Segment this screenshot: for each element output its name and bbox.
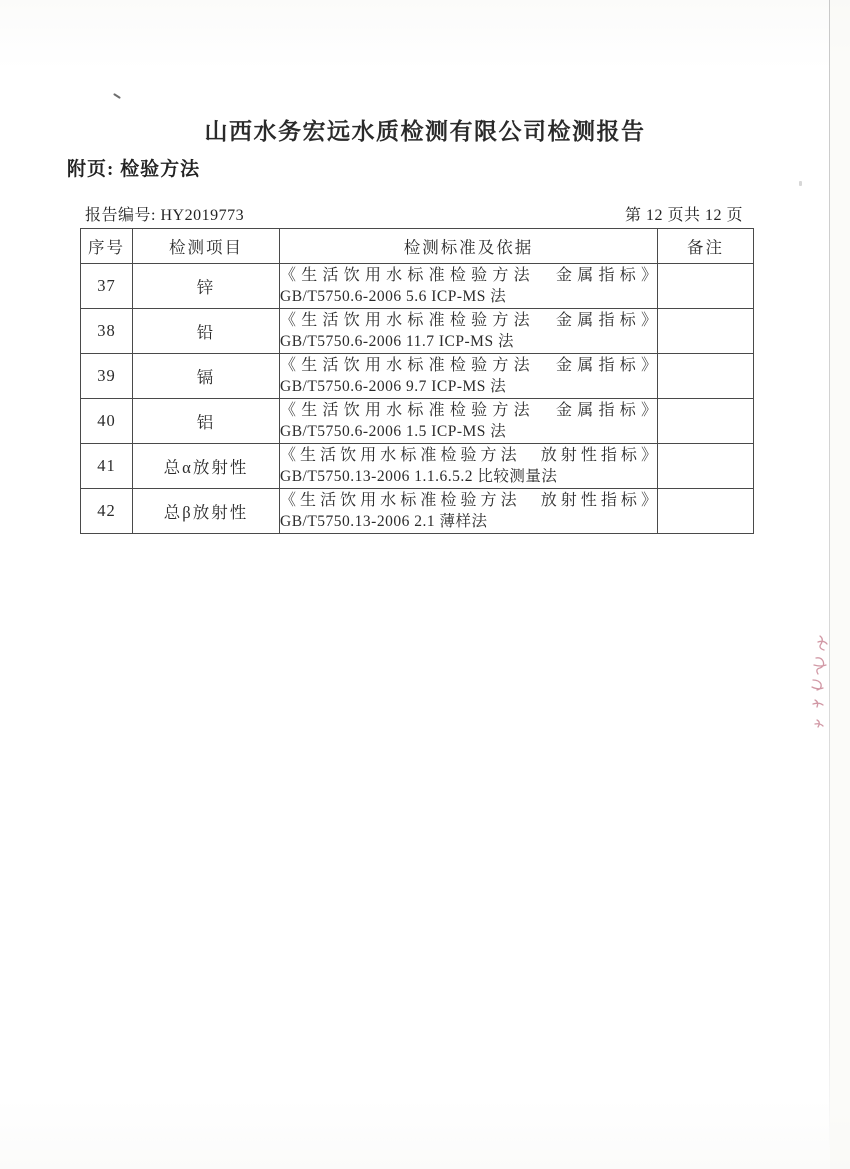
table-header-row — [81, 229, 754, 264]
standard-method: GB/T5750.6-2006 9.7 ICP-MS 法 — [280, 378, 507, 395]
report-number — [85, 202, 244, 225]
cell-no: 38 — [81, 309, 133, 354]
table-row — [81, 309, 754, 354]
table-row — [81, 264, 754, 309]
cell-item: 锌 — [133, 264, 280, 309]
standard-method: GB/T5750.6-2006 11.7 ICP-MS 法 — [280, 333, 514, 350]
cell-standard — [280, 489, 658, 534]
cell-standard — [280, 399, 658, 444]
cell-standard — [280, 264, 658, 309]
standard-title: 《生活饮用水标准检验方法 放射性指标》 — [280, 447, 657, 464]
cell-standard — [280, 444, 658, 489]
cell-standard — [280, 309, 658, 354]
cell-item: 铅 — [133, 309, 280, 354]
paper-edge-shade — [830, 0, 850, 1169]
report-number-value: HY2019773 — [160, 207, 245, 224]
standard-method: GB/T5750.6-2006 1.5 ICP-MS 法 — [280, 423, 507, 440]
cell-remark — [658, 309, 754, 354]
standard-method: GB/T5750.6-2006 5.6 ICP-MS 法 — [280, 288, 507, 305]
column-header-item: 检测项目 — [133, 229, 280, 264]
cell-no: 37 — [81, 264, 133, 309]
cell-item: 铝 — [133, 399, 280, 444]
standard-title: 《生活饮用水标准检验方法 金属指标》 — [280, 312, 657, 329]
table-row — [81, 489, 754, 534]
table-row — [81, 444, 754, 489]
column-header-remark: 备注 — [658, 229, 754, 264]
standard-method: GB/T5750.13-2006 1.1.6.5.2 比较测量法 — [280, 468, 558, 485]
standard-title: 《生活饮用水标准检验方法 放射性指标》 — [280, 492, 657, 509]
cell-remark — [658, 444, 754, 489]
cell-standard — [280, 354, 658, 399]
standard-title: 《生活饮用水标准检验方法 金属指标》 — [280, 267, 657, 284]
cell-no: 40 — [81, 399, 133, 444]
scan-speck — [799, 181, 802, 186]
cell-no: 42 — [81, 489, 133, 534]
standard-method: GB/T5750.13-2006 2.1 薄样法 — [280, 513, 488, 530]
page-indicator: 第 12 页共 12 页 — [624, 207, 743, 224]
cell-remark — [658, 264, 754, 309]
table-row — [81, 354, 754, 399]
cell-no: 39 — [81, 354, 133, 399]
cell-remark — [658, 489, 754, 534]
cell-remark — [658, 399, 754, 444]
cell-item: 总β放射性 — [133, 489, 280, 534]
report-number-label: 报告编号: — [85, 207, 156, 224]
cell-remark — [658, 354, 754, 399]
attachment-subtitle: 附页: 检验方法 — [67, 159, 201, 180]
stray-pen-mark — [113, 93, 121, 99]
column-header-no: 序号 — [81, 229, 133, 264]
table-row — [81, 399, 754, 444]
cell-item: 总α放射性 — [133, 444, 280, 489]
cell-no: 41 — [81, 444, 133, 489]
column-header-standard: 检测标准及依据 — [280, 229, 658, 264]
test-methods-table — [80, 228, 754, 534]
page-title: 山西水务宏远水质检测有限公司检测报告 — [204, 119, 646, 144]
cell-item: 镉 — [133, 354, 280, 399]
standard-title: 《生活饮用水标准检验方法 金属指标》 — [280, 357, 657, 374]
standard-title: 《生活饮用水标准检验方法 金属指标》 — [280, 402, 657, 419]
red-ink-margin-annotation — [804, 632, 830, 742]
